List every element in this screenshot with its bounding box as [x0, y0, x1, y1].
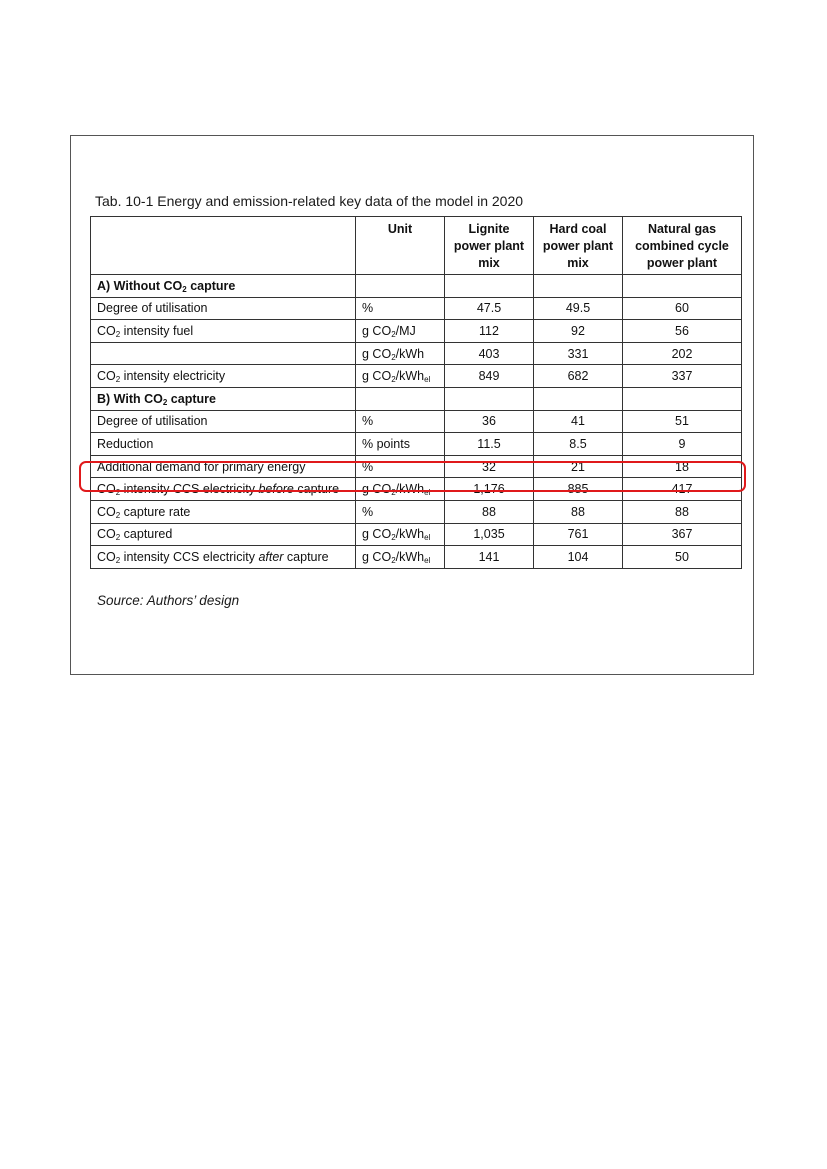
empty-cell: [623, 387, 742, 410]
row-label: Degree of utilisation: [91, 410, 356, 433]
natural-gas-value: 18: [623, 455, 742, 478]
key-data-table: [90, 216, 742, 569]
natural-gas-value: 60: [623, 297, 742, 320]
hard-coal-value: 21: [534, 455, 623, 478]
lignite-value: 88: [445, 500, 534, 523]
natural-gas-value: 9: [623, 433, 742, 456]
unit-cell: %: [356, 297, 445, 320]
hard-coal-value: 92: [534, 320, 623, 343]
empty-cell: [356, 387, 445, 410]
lignite-value: 11.5: [445, 433, 534, 456]
unit-cell: g $CO_2/kWh_{el}$: [356, 365, 445, 388]
natural-gas-value: 202: [623, 342, 742, 365]
row-label: $CO_2$ intensity CCS electricity after capture: [91, 546, 356, 569]
empty-cell: [445, 387, 534, 410]
natural-gas-value: 367: [623, 523, 742, 546]
hard-coal-value: 41: [534, 410, 623, 433]
header-natural-gas: Natural gas combined cycle power plant: [623, 217, 742, 275]
lignite-value: 112: [445, 320, 534, 343]
row-label: $CO_2$ captured: [91, 523, 356, 546]
table-row: [91, 500, 742, 523]
natural-gas-value: 88: [623, 500, 742, 523]
hard-coal-value: 885: [534, 478, 623, 501]
lignite-value: 141: [445, 546, 534, 569]
hard-coal-value: 8.5: [534, 433, 623, 456]
natural-gas-value: 337: [623, 365, 742, 388]
hard-coal-value: 104: [534, 546, 623, 569]
empty-cell: [623, 275, 742, 298]
hard-coal-value: 682: [534, 365, 623, 388]
row-label: Reduction: [91, 433, 356, 456]
table-row: [91, 410, 742, 433]
lignite-value: 36: [445, 410, 534, 433]
row-label: $CO_2$ intensity electricity: [91, 365, 356, 388]
row-label: $CO_2$ capture rate: [91, 500, 356, 523]
natural-gas-value: 51: [623, 410, 742, 433]
empty-cell: [534, 275, 623, 298]
header-row: [91, 217, 742, 275]
lignite-value: 849: [445, 365, 534, 388]
unit-cell: %: [356, 455, 445, 478]
table-caption: Tab. 10-1 Energy and emission-related key data of the model in 2020: [95, 193, 524, 209]
unit-cell: g $CO_2/kWh_{el}$: [356, 523, 445, 546]
table-row: [91, 478, 742, 501]
table-row: [91, 455, 742, 478]
header-blank: [91, 217, 356, 275]
natural-gas-value: 50: [623, 546, 742, 569]
lignite-value: 47.5: [445, 297, 534, 320]
table-row: [91, 546, 742, 569]
table-row: [91, 297, 742, 320]
row-label: $CO_2$ intensity CCS electricity before capture: [91, 478, 356, 501]
hard-coal-value: 331: [534, 342, 623, 365]
natural-gas-value: 56: [623, 320, 742, 343]
lignite-value: 403: [445, 342, 534, 365]
table-row: [91, 342, 742, 365]
empty-cell: [356, 275, 445, 298]
section-b-row: [91, 387, 742, 410]
table-row: [91, 365, 742, 388]
empty-cell: [534, 387, 623, 410]
hard-coal-value: 761: [534, 523, 623, 546]
hard-coal-value: 49.5: [534, 297, 623, 320]
unit-cell: g $CO_2/kWh_{el}$: [356, 478, 445, 501]
hard-coal-value: 88: [534, 500, 623, 523]
unit-cell: %: [356, 500, 445, 523]
header-hard-coal: Hard coal power plant mix: [534, 217, 623, 275]
row-label: Additional demand for primary energy: [91, 455, 356, 478]
row-label: Degree of utilisation: [91, 297, 356, 320]
lignite-value: 32: [445, 455, 534, 478]
header-unit: Unit: [356, 217, 445, 275]
empty-cell: [445, 275, 534, 298]
unit-cell: g $CO_2/MJ$: [356, 320, 445, 343]
unit-cell: % points: [356, 433, 445, 456]
table-row: [91, 320, 742, 343]
lignite-value: 1,176: [445, 478, 534, 501]
unit-cell: g $CO_2/kWh_{el}$: [356, 546, 445, 569]
table-row: [91, 523, 742, 546]
unit-cell: %: [356, 410, 445, 433]
table-source: Source: Authors’ design: [97, 593, 240, 608]
table-row: [91, 433, 742, 456]
section-label: B) With $CO_2$ capture: [91, 387, 356, 410]
unit-cell: g $CO_2$/kWh: [356, 342, 445, 365]
natural-gas-value: 417: [623, 478, 742, 501]
header-lignite: Lignite power plant mix: [445, 217, 534, 275]
row-label: $CO_2$ intensity fuel: [91, 320, 356, 343]
section-a-row: [91, 275, 742, 298]
row-label: [91, 342, 356, 365]
section-label: A) Without $CO_2$ capture: [91, 275, 356, 298]
lignite-value: 1,035: [445, 523, 534, 546]
